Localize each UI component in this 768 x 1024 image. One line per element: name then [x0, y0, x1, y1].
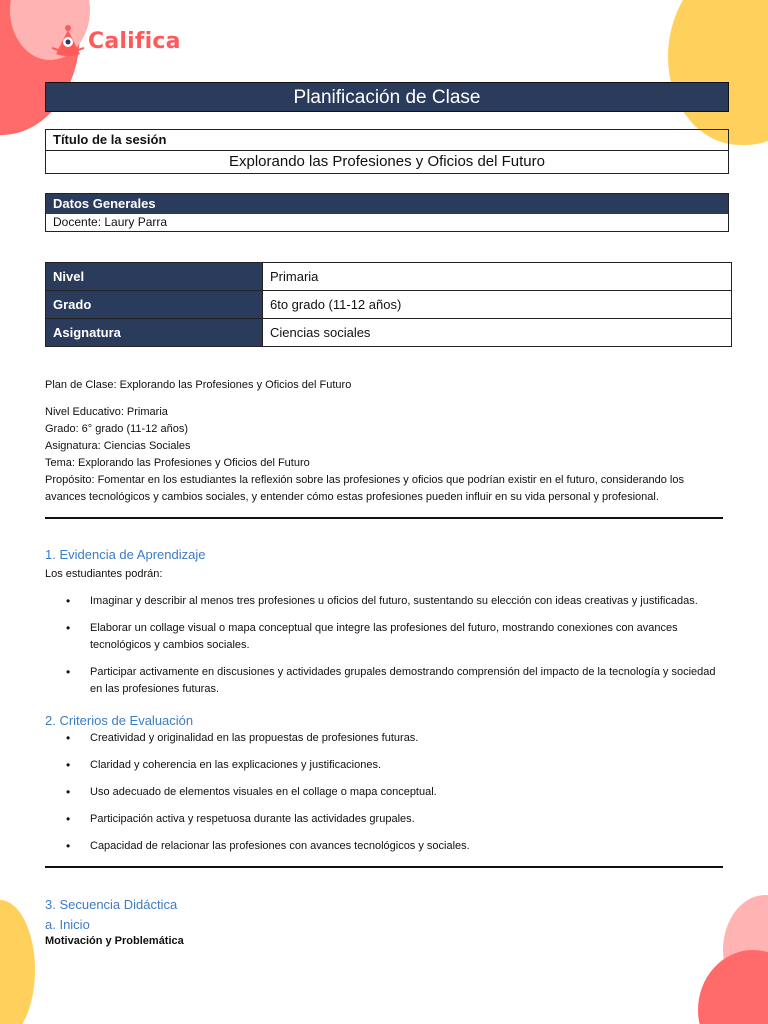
intro-plan: Plan de Clase: Explorando las Profesiones y Oficios del Futuro: [45, 379, 352, 391]
teacher-row: Docente: Laury Parra: [53, 215, 168, 229]
info-key: Asignatura: [46, 319, 263, 347]
decor-blob-bottom-left: [0, 900, 35, 1024]
section-sequence-subheading: a. Inicio: [45, 917, 90, 932]
list-item: • Claridad y coherencia en las explicaciones y justificaciones.: [45, 757, 725, 774]
section-evidence-lead: Los estudiantes podrán:: [45, 568, 163, 580]
page-title: Planificación de Clase: [45, 82, 729, 112]
divider: [45, 517, 723, 519]
intro-nivel: Nivel Educativo: Primaria: [45, 406, 168, 418]
list-item: • Elaborar un collage visual o mapa conceptual que integre las profesiones del futuro, mostrando conexiones con avances tecnológicos y cambios sociales.: [45, 620, 725, 654]
evidence-list: [45, 593, 725, 698]
list-item: • Imaginar y describir al menos tres profesiones u oficios del futuro, sustentando su elección con ideas creativas y justificadas.: [45, 593, 725, 610]
table-row: [46, 263, 732, 291]
intro-tema: Tema: Explorando las Profesiones y Oficios del Futuro: [45, 457, 310, 469]
session-label: Título de la sesión: [46, 130, 728, 151]
intro-proposito: Propósito: Fomentar en los estudiantes la reflexión sobre las profesiones y oficios que podrían existir en el futuro, considerando los avances tecnológicos y cambios sociales, y entender cómo estas profesiones pueden influir en su vida personal y profesional.: [45, 474, 684, 503]
divider: [45, 866, 723, 868]
list-item: • Capacidad de relacionar las profesiones con avances tecnológicos y sociales.: [45, 838, 725, 855]
info-value: Ciencias sociales: [263, 319, 732, 347]
section-evidence-heading: 1. Evidencia de Aprendizaje: [45, 547, 206, 562]
info-table: [45, 262, 732, 347]
session-title: Explorando las Profesiones y Oficios del Futuro: [229, 153, 545, 170]
session-box: [45, 129, 729, 174]
section-criteria-heading: 2. Criterios de Evaluación: [45, 713, 194, 728]
brand-name: Califica: [88, 28, 181, 54]
section-sequence-bold: Motivación y Problemática: [45, 935, 184, 947]
info-key: Grado: [46, 291, 263, 319]
criteria-list: [45, 730, 725, 855]
info-value: 6to grado (11-12 años): [263, 291, 732, 319]
intro-grado: Grado: 6° grado (11-12 años): [45, 423, 188, 435]
list-item: • Participación activa y respetuosa durante las actividades grupales.: [45, 811, 725, 828]
table-row: [46, 319, 732, 347]
brand-logo: [52, 24, 181, 58]
info-key: Nivel: [46, 263, 263, 291]
table-row: [46, 291, 732, 319]
info-value: Primaria: [263, 263, 732, 291]
general-data-box: [45, 193, 729, 232]
general-data-heading: Datos Generales: [46, 194, 728, 214]
section-sequence-heading: 3. Secuencia Didáctica: [45, 897, 178, 912]
intro-details: [45, 404, 725, 506]
intro-asignatura: Asignatura: Ciencias Sociales: [45, 440, 191, 452]
list-item: • Uso adecuado de elementos visuales en el collage o mapa conceptual.: [45, 784, 725, 801]
decor-blob-bottom-right: [698, 950, 768, 1024]
califica-mascot-icon: [52, 24, 84, 58]
list-item: • Participar activamente en discusiones y actividades grupales demostrando comprensión del impacto de la tecnología y sociedad en las profesiones futuras.: [45, 664, 725, 698]
decor-blob-top-right: [668, 0, 768, 145]
list-item: • Creatividad y originalidad en las propuestas de profesiones futuras.: [45, 730, 725, 747]
